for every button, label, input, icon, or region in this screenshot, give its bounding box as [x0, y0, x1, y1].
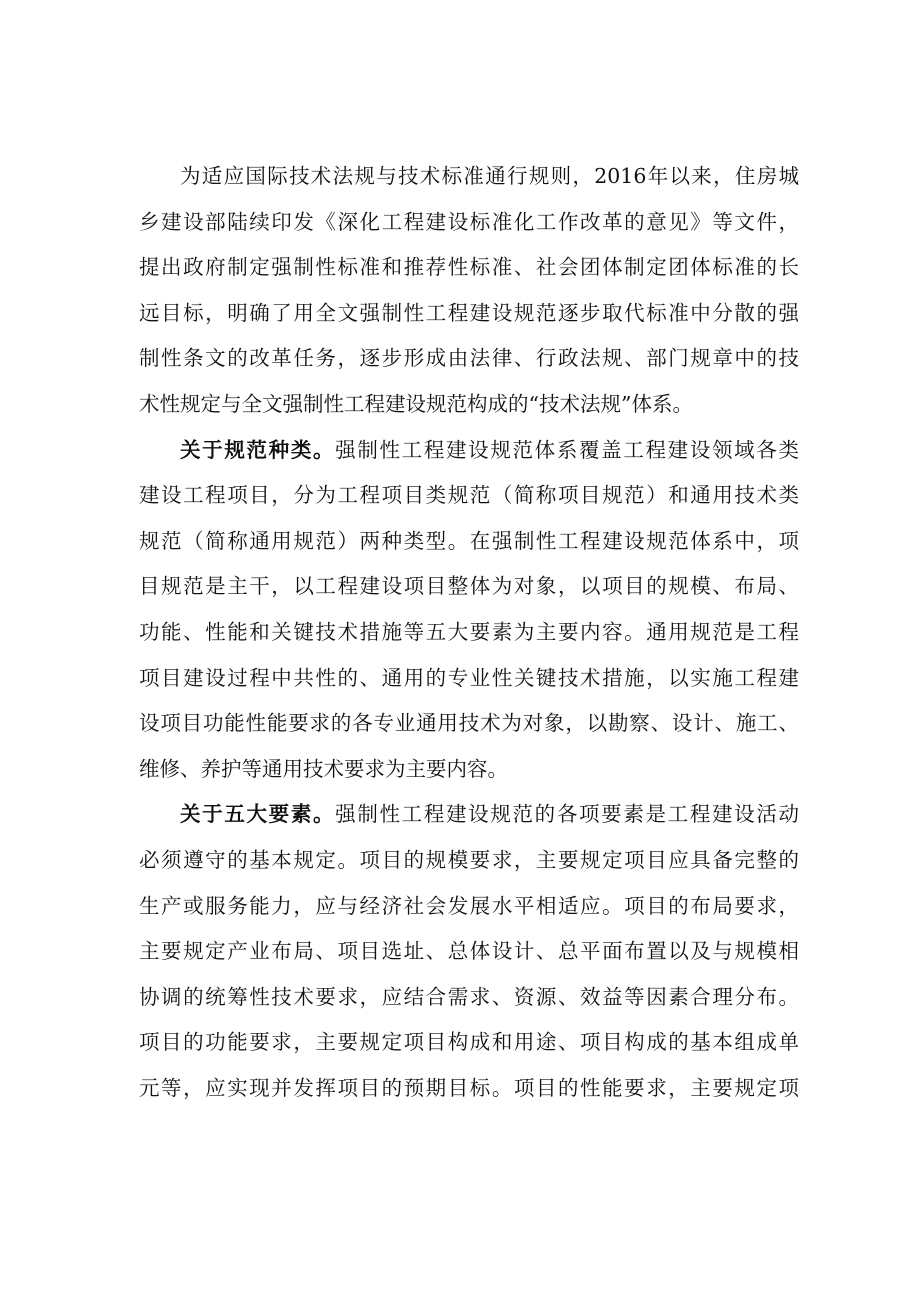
text-line: 远目标，明确了用全文强制性工程建设规范逐步取代标准中分散的强	[139, 300, 799, 325]
paragraph-intro	[139, 154, 799, 428]
text-line: 维修、养护等通用技术要求为主要内容。	[139, 756, 508, 781]
text-line: 协调的统筹性技术要求，应结合需求、资源、效益等因素合理分布。	[139, 984, 799, 1009]
text-line: 必须遵守的基本规定。项目的规模要求，主要规定项目应具备完整的	[139, 847, 799, 872]
paragraph-five-elements	[139, 792, 799, 1111]
text-line: 乡建设部陆续印发《深化工程建设标准化工作改革的意见》等文件，	[139, 209, 799, 234]
text-line: 设项目功能性能要求的各专业通用技术为对象，以勘察、设计、施工、	[139, 711, 799, 736]
text-line: 功能、性能和关键技术措施等五大要素为主要内容。通用规范是工程	[139, 619, 799, 644]
text-line: 建设工程项目，分为工程项目类规范（简称项目规范）和通用技术类	[139, 483, 799, 508]
text-line	[139, 792, 799, 838]
text-line-content: 强制性工程建设规范的各项要素是工程建设活动	[335, 802, 800, 827]
text-line-content: 强制性工程建设规范体系覆盖工程建设领域各类	[335, 437, 800, 462]
text-line: 目规范是主干，以工程建设项目整体为对象，以项目的规模、布局、	[139, 574, 799, 599]
paragraph-heading: 关于五大要素。	[180, 802, 336, 827]
paragraph-spec-types	[139, 428, 799, 793]
text-line: 项目建设过程中共性的、通用的专业性关键技术措施，以实施工程建	[139, 665, 799, 690]
text-line: 项目的功能要求，主要规定项目构成和用途、项目构成的基本组成单	[139, 1030, 799, 1055]
text-line: 提出政府制定强制性标准和推荐性标准、社会团体制定团体标准的长	[139, 255, 799, 280]
paragraph-heading: 关于规范种类。	[180, 437, 336, 462]
text-line	[139, 428, 799, 474]
text-line: 主要规定产业布局、项目选址、总体设计、总平面布置以及与规模相	[139, 939, 799, 964]
text-line: 生产或服务能力，应与经济社会发展水平相适应。项目的布局要求，	[139, 893, 799, 918]
text-line: 术性规定与全文强制性工程建设规范构成的“技术法规”体系。	[139, 391, 693, 416]
text-line: 元等，应实现并发挥项目的预期目标。项目的性能要求，主要规定项	[139, 1075, 799, 1100]
text-line: 规范（简称通用规范）两种类型。在强制性工程建设规范体系中，项	[139, 528, 799, 553]
text-line: 制性条文的改革任务，逐步形成由法律、行政法规、部门规章中的技	[139, 346, 799, 371]
text-line: 为适应国际技术法规与技术标准通行规则，2016年以来，住房城	[180, 164, 799, 188]
document-body	[139, 154, 799, 1111]
